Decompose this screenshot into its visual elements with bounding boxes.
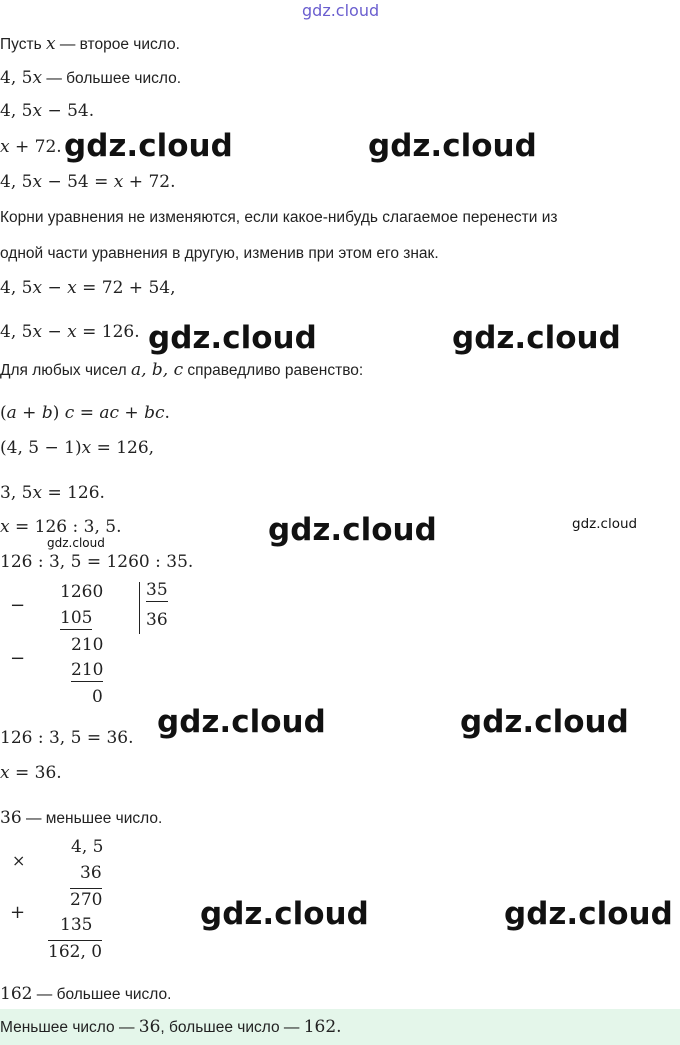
multiplication-result: 162, 0: [48, 942, 103, 962]
division-dividend: 1260: [60, 582, 104, 602]
line-19: 162 — большее число.: [0, 984, 172, 1004]
line-17: x = 36.: [0, 763, 62, 783]
multiplication-factor-1: 4, 5: [71, 837, 104, 857]
multiplication-factor-2: 36: [80, 863, 102, 883]
line-4: x + 72.: [0, 137, 62, 157]
top-watermark: gdz.cloud: [302, 1, 380, 20]
line-2: 4, 5x — большее число.: [0, 68, 182, 88]
line-18: 36 — меньшее число.: [0, 808, 163, 828]
division-bar: [139, 582, 140, 634]
watermark-small: gdz.cloud: [47, 536, 105, 550]
line-7: одной части уравнения в другую, изменив при этом его знак.: [0, 245, 439, 262]
watermark: gdz.cloud: [504, 896, 673, 932]
watermark: gdz.cloud: [64, 128, 233, 164]
division-subtrahend-2: 210: [71, 660, 104, 680]
watermark: gdz.cloud: [148, 320, 317, 356]
division-subtrahend-1: 105: [60, 608, 93, 628]
division-remainder-1: 210: [71, 635, 104, 655]
watermark: gdz.cloud: [452, 320, 621, 356]
answer-text: Меньшее число — 36, большее число — 162.: [0, 1017, 342, 1037]
division-remainder-2: 0: [92, 687, 103, 707]
line-13: 3, 5x = 126.: [0, 483, 105, 503]
watermark: gdz.cloud: [460, 704, 629, 740]
division-minus-2: −: [10, 648, 26, 669]
line-1: Пусть x — второе число.: [0, 34, 180, 54]
multiplication-partial-1: 270: [70, 890, 103, 910]
multiplication-times: ×: [12, 851, 26, 870]
division-divisor: 35: [146, 580, 168, 600]
watermark: gdz.cloud: [200, 896, 369, 932]
line-14: x = 126 : 3, 5.: [0, 517, 122, 537]
division-minus-1: −: [10, 595, 26, 616]
line-9: 4, 5x − x = 126.: [0, 322, 140, 342]
watermark-small: gdz.cloud: [572, 516, 638, 532]
watermark: gdz.cloud: [157, 704, 326, 740]
multiplication-partial-2: 135: [60, 915, 93, 935]
line-11: (a + b) c = ac + bc.: [0, 403, 170, 423]
line-8: 4, 5x − x = 72 + 54,: [0, 278, 176, 298]
line-6: Корни уравнения не изменяются, если какое-нибудь слагаемое перенести из: [0, 209, 558, 226]
watermark: gdz.cloud: [368, 128, 537, 164]
line-10: Для любых чисел a, b, c справедливо равенство:: [0, 360, 364, 380]
line-5: 4, 5x − 54 = x + 72.: [0, 172, 176, 192]
line-3: 4, 5x − 54.: [0, 101, 95, 121]
line-15: 126 : 3, 5 = 1260 : 35.: [0, 552, 194, 572]
line-16: 126 : 3, 5 = 36.: [0, 728, 134, 748]
line-12: (4, 5 − 1)x = 126,: [0, 438, 155, 458]
division-quotient: 36: [146, 610, 168, 630]
multiplication-plus: +: [10, 902, 26, 923]
watermark: gdz.cloud: [268, 512, 437, 548]
